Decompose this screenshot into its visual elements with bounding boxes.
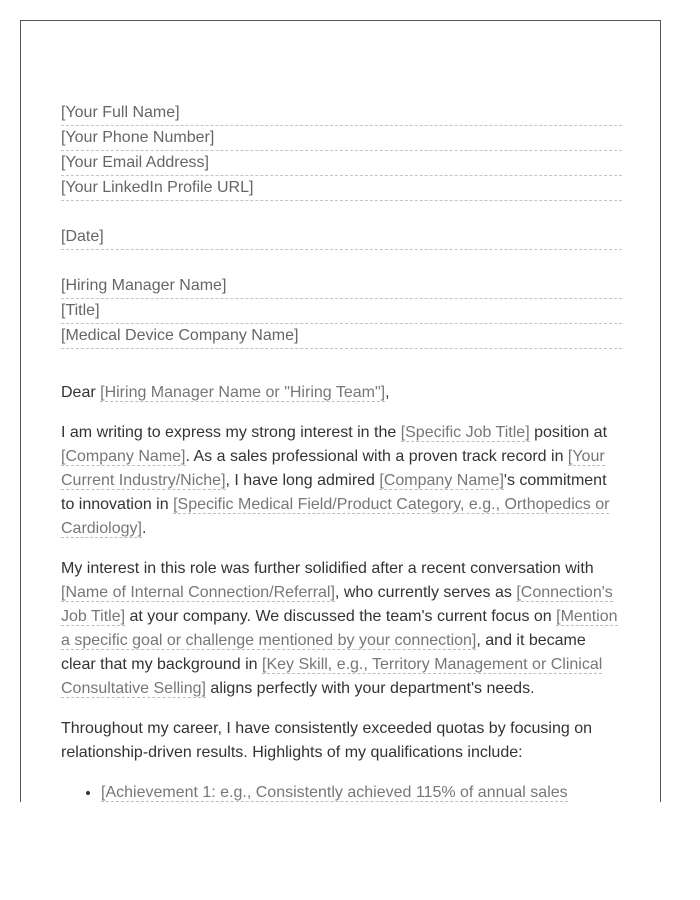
sender-block <box>61 101 622 201</box>
spacer <box>61 250 622 274</box>
achievement-placeholder[interactable]: [Achievement 1: e.g., Consistently achieved 115% of annual sales <box>101 784 568 801</box>
paragraph-text: at your company. We discussed the team's current focus on <box>125 608 557 625</box>
paragraph-text: , and it became clear that my background in <box>61 632 586 673</box>
company-name-placeholder[interactable]: [Company Name] <box>379 472 504 489</box>
recipient-name-field[interactable]: [Hiring Manager Name] <box>61 274 622 299</box>
sender-phone-field[interactable]: [Your Phone Number] <box>61 126 622 151</box>
salutation-suffix: , <box>385 384 390 401</box>
paragraph-text: aligns perfectly with your department's needs. <box>205 680 535 697</box>
paragraph-text: My interest in this role was further solidified after a recent conversation with <box>61 560 594 577</box>
paragraph-text: . <box>141 520 147 537</box>
salutation-prefix: Dear <box>61 384 101 401</box>
salutation-name-placeholder[interactable]: [Hiring Manager Name or "Hiring Team"] <box>100 384 386 401</box>
date-field[interactable]: [Date] <box>61 225 622 250</box>
goal-placeholder[interactable]: [Mention a specific goal or challenge mentioned by your connection] <box>61 608 618 649</box>
highlights-list <box>61 781 622 802</box>
paragraph-text: , who currently serves as <box>334 584 517 601</box>
key-skill-placeholder[interactable]: [Key Skill, e.g., Territory Management or Clinical Consultative Selling] <box>61 656 603 697</box>
letter-content <box>61 101 622 802</box>
list-item <box>101 781 622 802</box>
sender-email-field[interactable]: [Your Email Address] <box>61 151 622 176</box>
connection-title-placeholder[interactable]: [Connection's Job Title] <box>61 584 613 625</box>
paragraph-referral <box>61 557 622 701</box>
paragraph-text: , I have long admired <box>225 472 380 489</box>
job-title-placeholder[interactable]: [Specific Job Title] <box>400 424 530 441</box>
industry-placeholder[interactable]: [Your Current Industry/Niche] <box>61 448 605 489</box>
paragraph-text: I am writing to express my strong interest in the <box>61 424 401 441</box>
paragraph-intro <box>61 421 622 541</box>
recipient-title-field[interactable]: [Title] <box>61 299 622 324</box>
paragraph-text: position at <box>529 424 608 441</box>
letter-page <box>20 20 661 802</box>
sender-name-field[interactable]: [Your Full Name] <box>61 101 622 126</box>
referral-name-placeholder[interactable]: [Name of Internal Connection/Referral] <box>61 584 335 601</box>
recipient-block <box>61 274 622 349</box>
date-block <box>61 225 622 250</box>
sender-linkedin-field[interactable]: [Your LinkedIn Profile URL] <box>61 176 622 201</box>
recipient-company-field[interactable]: [Medical Device Company Name] <box>61 324 622 349</box>
paragraph-text: 's commitment to innovation in <box>61 472 607 513</box>
spacer <box>61 349 622 381</box>
paragraph-qualifications: Throughout my career, I have consistently exceeded quotas by focusing on relationship-driven results. Highlights of my qualifications include: <box>61 720 592 761</box>
spacer <box>61 201 622 225</box>
company-name-placeholder[interactable]: [Company Name] <box>61 448 186 465</box>
medical-field-placeholder[interactable]: [Specific Medical Field/Product Category, e.g., Orthopedics or Cardiology] <box>61 496 610 537</box>
salutation <box>61 381 622 405</box>
paragraph-text: . As a sales professional with a proven track record in <box>185 448 568 465</box>
